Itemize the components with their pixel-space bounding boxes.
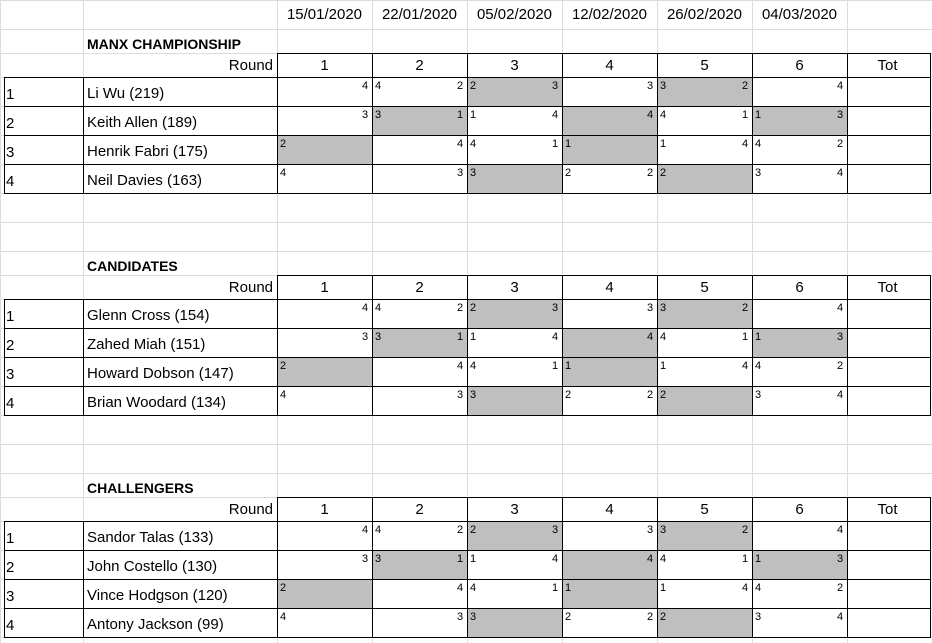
pairing-right-number: 4 — [457, 138, 464, 150]
gridline-horizontal — [0, 222, 932, 223]
table-border — [277, 53, 931, 54]
player-index[interactable]: 3 — [6, 144, 15, 161]
score-cell[interactable] — [562, 106, 657, 135]
score-cell[interactable] — [657, 135, 752, 164]
score-cell[interactable] — [562, 579, 657, 608]
total-cell[interactable] — [847, 521, 932, 550]
round-number[interactable]: 5 — [700, 501, 709, 518]
pairing-left-number: 2 — [280, 138, 287, 150]
pairing-left-number: 3 — [660, 524, 667, 536]
pairing-right-number: 4 — [362, 524, 369, 536]
table-border — [277, 275, 931, 276]
pairing-right-number: 3 — [457, 167, 464, 179]
score-cell[interactable] — [372, 386, 467, 415]
score-cell[interactable] — [372, 521, 467, 550]
round-number[interactable]: 2 — [415, 501, 424, 518]
pairing-left-number: 4 — [660, 109, 667, 121]
pairing-right-number: 4 — [362, 302, 369, 314]
player-index[interactable]: 3 — [6, 366, 15, 383]
table-border — [467, 53, 468, 194]
score-cell[interactable] — [657, 608, 752, 637]
pairing-left-number: 1 — [755, 109, 762, 121]
pairing-right-number: 4 — [837, 167, 844, 179]
round-number[interactable]: 4 — [605, 279, 614, 296]
player-name[interactable]: Antony Jackson (99) — [87, 616, 224, 633]
round-number[interactable]: 5 — [700, 57, 709, 74]
total-cell[interactable] — [847, 608, 932, 637]
score-cell[interactable] — [467, 164, 562, 193]
table-border — [467, 497, 468, 638]
score-cell[interactable] — [372, 550, 467, 579]
player-index[interactable]: 1 — [6, 86, 15, 103]
round-number[interactable]: 3 — [510, 57, 519, 74]
total-cell[interactable] — [847, 550, 932, 579]
table-border — [562, 53, 563, 194]
score-cell[interactable] — [752, 521, 847, 550]
pairing-right-number: 4 — [837, 389, 844, 401]
pairing-left-number: 3 — [660, 302, 667, 314]
pairing-left-number: 3 — [660, 80, 667, 92]
pairing-right-number: 1 — [742, 331, 749, 343]
pairing-left-number: 4 — [755, 582, 762, 594]
pairing-left-number: 1 — [565, 138, 572, 150]
score-cell[interactable] — [467, 135, 562, 164]
pairing-left-number: 1 — [660, 138, 667, 150]
score-cell[interactable] — [372, 608, 467, 637]
date-header[interactable]: 05/02/2020 — [476, 6, 553, 23]
total-cell[interactable] — [847, 386, 932, 415]
round-number[interactable]: 2 — [415, 57, 424, 74]
round-number[interactable]: 5 — [700, 279, 709, 296]
pairing-right-number: 3 — [552, 302, 559, 314]
player-index[interactable]: 3 — [6, 588, 15, 605]
round-number[interactable]: 4 — [605, 501, 614, 518]
pairing-right-number: 4 — [647, 109, 654, 121]
pairing-left-number: 1 — [755, 331, 762, 343]
score-cell[interactable] — [467, 357, 562, 386]
date-header[interactable]: 04/03/2020 — [761, 6, 838, 23]
pairing-right-number: 4 — [552, 109, 559, 121]
pairing-right-number: 1 — [552, 138, 559, 150]
pairing-left-number: 1 — [565, 360, 572, 372]
score-cell[interactable] — [562, 135, 657, 164]
score-cell[interactable] — [277, 608, 372, 637]
table-border — [847, 497, 848, 638]
table-border — [4, 521, 5, 638]
score-cell[interactable] — [467, 106, 562, 135]
player-name[interactable]: Glenn Cross (154) — [87, 307, 210, 324]
table-border — [562, 497, 563, 638]
score-cell[interactable] — [657, 386, 752, 415]
table-border — [847, 275, 848, 416]
pairing-left-number: 1 — [470, 331, 477, 343]
pairing-left-number: 4 — [280, 167, 287, 179]
score-cell[interactable] — [372, 106, 467, 135]
pairing-left-number: 4 — [375, 302, 382, 314]
round-label[interactable]: Round — [228, 57, 273, 74]
pairing-right-number: 4 — [457, 582, 464, 594]
pairing-right-number: 3 — [647, 302, 654, 314]
pairing-right-number: 4 — [552, 553, 559, 565]
pairing-left-number: 4 — [660, 553, 667, 565]
score-cell[interactable] — [372, 164, 467, 193]
score-cell[interactable] — [752, 328, 847, 357]
total-cell[interactable] — [847, 299, 932, 328]
pairing-left-number: 3 — [375, 331, 382, 343]
player-name[interactable]: Neil Davies (163) — [87, 172, 203, 189]
player-name[interactable]: Sandor Talas (133) — [87, 529, 214, 546]
player-name[interactable]: Howard Dobson (147) — [87, 365, 234, 382]
score-cell[interactable] — [562, 328, 657, 357]
pairing-left-number: 3 — [375, 553, 382, 565]
table-border — [752, 53, 753, 194]
total-cell[interactable] — [847, 579, 932, 608]
pairing-left-number: 4 — [375, 524, 382, 536]
round-label[interactable]: Round — [228, 279, 273, 296]
pairing-left-number: 3 — [755, 611, 762, 623]
section-title[interactable]: CHALLENGERS — [87, 480, 194, 496]
player-name[interactable]: Vince Hodgson (120) — [87, 587, 228, 604]
score-cell[interactable] — [657, 106, 752, 135]
pairing-left-number: 3 — [375, 109, 382, 121]
score-cell[interactable] — [467, 77, 562, 106]
pairing-right-number: 4 — [837, 302, 844, 314]
total-cell[interactable] — [847, 135, 932, 164]
score-cell[interactable] — [752, 550, 847, 579]
score-cell[interactable] — [372, 579, 467, 608]
date-header[interactable]: 12/02/2020 — [571, 6, 648, 23]
pairing-right-number: 4 — [742, 582, 749, 594]
player-name[interactable]: John Costello (130) — [87, 558, 218, 575]
total-cell[interactable] — [847, 357, 932, 386]
pairing-right-number: 2 — [837, 360, 844, 372]
pairing-right-number: 2 — [837, 582, 844, 594]
pairing-left-number: 4 — [755, 360, 762, 372]
score-cell[interactable] — [277, 579, 372, 608]
score-cell[interactable] — [752, 77, 847, 106]
table-border — [277, 53, 278, 194]
pairing-right-number: 4 — [837, 524, 844, 536]
section-title[interactable]: MANX CHAMPIONSHIP — [87, 36, 242, 52]
player-name[interactable]: Keith Allen (189) — [87, 114, 198, 131]
pairing-right-number: 4 — [457, 360, 464, 372]
score-cell[interactable] — [372, 299, 467, 328]
pairing-right-number: 3 — [457, 611, 464, 623]
table-border — [4, 299, 5, 416]
round-number[interactable]: 4 — [605, 57, 614, 74]
player-index[interactable]: 4 — [6, 617, 15, 634]
score-cell[interactable] — [657, 328, 752, 357]
score-cell[interactable] — [277, 299, 372, 328]
pairing-right-number: 2 — [457, 524, 464, 536]
player-name[interactable]: Brian Woodard (134) — [87, 394, 226, 411]
total-cell[interactable] — [847, 77, 932, 106]
pairing-right-number: 1 — [552, 360, 559, 372]
pairing-right-number: 1 — [552, 582, 559, 594]
score-cell[interactable] — [467, 550, 562, 579]
round-number[interactable]: 3 — [510, 279, 519, 296]
score-cell[interactable] — [562, 386, 657, 415]
score-cell[interactable] — [657, 579, 752, 608]
score-cell[interactable] — [657, 164, 752, 193]
pairing-left-number: 1 — [470, 109, 477, 121]
round-label[interactable]: Round — [228, 501, 273, 518]
table-border — [930, 53, 931, 194]
score-cell[interactable] — [372, 328, 467, 357]
table-border — [467, 275, 468, 416]
pairing-right-number: 4 — [742, 360, 749, 372]
pairing-right-number: 2 — [647, 167, 654, 179]
pairing-left-number: 3 — [755, 389, 762, 401]
score-cell[interactable] — [277, 328, 372, 357]
pairing-right-number: 3 — [647, 80, 654, 92]
table-border — [277, 497, 931, 498]
pairing-right-number: 1 — [457, 109, 464, 121]
score-cell[interactable] — [467, 608, 562, 637]
round-number[interactable]: 3 — [510, 501, 519, 518]
table-border — [562, 275, 563, 416]
score-cell[interactable] — [657, 357, 752, 386]
pairing-left-number: 3 — [470, 167, 477, 179]
table-border — [930, 275, 931, 416]
pairing-right-number: 3 — [362, 331, 369, 343]
score-cell[interactable] — [752, 579, 847, 608]
table-border — [752, 497, 753, 638]
section-title[interactable]: CANDIDATES — [87, 258, 178, 274]
table-border — [277, 497, 278, 638]
pairing-right-number: 4 — [552, 331, 559, 343]
round-number[interactable]: 6 — [795, 279, 804, 296]
pairing-right-number: 4 — [647, 553, 654, 565]
score-cell[interactable] — [467, 386, 562, 415]
pairing-right-number: 4 — [742, 138, 749, 150]
pairing-right-number: 3 — [457, 389, 464, 401]
pairing-right-number: 2 — [742, 524, 749, 536]
date-header[interactable]: 15/01/2020 — [286, 6, 363, 23]
pairing-right-number: 4 — [837, 80, 844, 92]
score-cell[interactable] — [372, 135, 467, 164]
table-border — [657, 53, 658, 194]
score-cell[interactable] — [467, 521, 562, 550]
pairing-left-number: 2 — [565, 611, 572, 623]
score-cell[interactable] — [277, 106, 372, 135]
pairing-right-number: 1 — [457, 553, 464, 565]
table-border — [372, 275, 373, 416]
score-cell[interactable] — [657, 521, 752, 550]
total-cell[interactable] — [847, 164, 932, 193]
round-number[interactable]: 2 — [415, 279, 424, 296]
pairing-left-number: 1 — [565, 582, 572, 594]
total-cell[interactable] — [847, 106, 932, 135]
score-cell[interactable] — [277, 77, 372, 106]
score-cell[interactable] — [657, 77, 752, 106]
player-index[interactable]: 1 — [6, 530, 15, 547]
score-cell[interactable] — [372, 77, 467, 106]
pairing-left-number: 4 — [470, 582, 477, 594]
pairing-left-number: 1 — [470, 553, 477, 565]
pairing-right-number: 3 — [552, 524, 559, 536]
score-cell[interactable] — [752, 299, 847, 328]
pairing-left-number: 4 — [660, 331, 667, 343]
date-header[interactable]: 22/01/2020 — [381, 6, 458, 23]
round-number[interactable]: 1 — [320, 501, 329, 518]
pairing-right-number: 3 — [647, 524, 654, 536]
pairing-left-number: 2 — [280, 582, 287, 594]
pairing-left-number: 2 — [470, 524, 477, 536]
score-cell[interactable] — [277, 357, 372, 386]
score-cell[interactable] — [657, 550, 752, 579]
pairing-left-number: 4 — [280, 389, 287, 401]
pairing-left-number: 2 — [470, 302, 477, 314]
score-cell[interactable] — [657, 299, 752, 328]
pairing-left-number: 2 — [565, 167, 572, 179]
round-number[interactable]: 1 — [320, 57, 329, 74]
round-number[interactable]: 6 — [795, 57, 804, 74]
pairing-left-number: 2 — [470, 80, 477, 92]
score-cell[interactable] — [752, 386, 847, 415]
gridline-vertical — [0, 0, 1, 643]
table-border — [930, 497, 931, 638]
total-header[interactable]: Tot — [877, 501, 898, 518]
player-index[interactable]: 2 — [6, 559, 15, 576]
table-border — [847, 53, 848, 194]
player-name[interactable]: Zahed Miah (151) — [87, 336, 206, 353]
pairing-right-number: 2 — [457, 302, 464, 314]
pairing-right-number: 1 — [742, 553, 749, 565]
table-border — [4, 77, 5, 194]
pairing-right-number: 3 — [837, 331, 844, 343]
table-border — [83, 521, 84, 638]
pairing-left-number: 2 — [660, 167, 667, 179]
pairing-right-number: 4 — [647, 331, 654, 343]
total-cell[interactable] — [847, 328, 932, 357]
pairing-right-number: 3 — [837, 109, 844, 121]
pairing-left-number: 2 — [660, 611, 667, 623]
score-cell[interactable] — [752, 164, 847, 193]
pairing-left-number: 4 — [755, 138, 762, 150]
pairing-right-number: 3 — [552, 80, 559, 92]
score-cell[interactable] — [277, 135, 372, 164]
score-cell[interactable] — [467, 579, 562, 608]
total-header[interactable]: Tot — [877, 57, 898, 74]
table-border — [372, 53, 373, 194]
score-cell[interactable] — [562, 550, 657, 579]
pairing-right-number: 4 — [362, 80, 369, 92]
pairing-left-number: 4 — [470, 360, 477, 372]
round-number[interactable]: 6 — [795, 501, 804, 518]
pairing-right-number: 2 — [647, 389, 654, 401]
table-border — [657, 497, 658, 638]
pairing-left-number: 2 — [660, 389, 667, 401]
pairing-right-number: 3 — [837, 553, 844, 565]
pairing-left-number: 3 — [470, 389, 477, 401]
table-border — [657, 275, 658, 416]
player-index[interactable]: 1 — [6, 308, 15, 325]
score-cell[interactable] — [467, 328, 562, 357]
pairing-right-number: 3 — [362, 553, 369, 565]
total-header[interactable]: Tot — [877, 279, 898, 296]
pairing-right-number: 2 — [837, 138, 844, 150]
score-cell[interactable] — [562, 77, 657, 106]
score-cell[interactable] — [277, 164, 372, 193]
score-cell[interactable] — [562, 357, 657, 386]
score-cell[interactable] — [562, 608, 657, 637]
table-border — [752, 275, 753, 416]
pairing-left-number: 1 — [660, 582, 667, 594]
player-name[interactable]: Li Wu (219) — [87, 85, 165, 102]
pairing-right-number: 4 — [837, 611, 844, 623]
pairing-right-number: 2 — [742, 80, 749, 92]
pairing-left-number: 4 — [375, 80, 382, 92]
table-border — [83, 299, 84, 416]
player-index[interactable]: 2 — [6, 337, 15, 354]
player-index[interactable]: 2 — [6, 115, 15, 132]
gridline-horizontal — [0, 444, 932, 445]
player-index[interactable]: 4 — [6, 173, 15, 190]
table-border — [372, 497, 373, 638]
score-cell[interactable] — [467, 299, 562, 328]
score-cell[interactable] — [752, 135, 847, 164]
score-cell[interactable] — [562, 521, 657, 550]
pairing-right-number: 2 — [647, 611, 654, 623]
date-header[interactable]: 26/02/2020 — [666, 6, 743, 23]
score-cell[interactable] — [752, 106, 847, 135]
score-cell[interactable] — [372, 357, 467, 386]
pairing-right-number: 3 — [362, 109, 369, 121]
round-number[interactable]: 1 — [320, 279, 329, 296]
player-name[interactable]: Henrik Fabri (175) — [87, 143, 208, 160]
pairing-left-number: 1 — [755, 553, 762, 565]
pairing-left-number: 2 — [280, 360, 287, 372]
score-cell[interactable] — [277, 386, 372, 415]
score-cell[interactable] — [562, 164, 657, 193]
pairing-left-number: 3 — [755, 167, 762, 179]
score-cell[interactable] — [277, 521, 372, 550]
pairing-left-number: 3 — [470, 611, 477, 623]
pairing-right-number: 2 — [457, 80, 464, 92]
score-cell[interactable] — [752, 608, 847, 637]
pairing-left-number: 2 — [565, 389, 572, 401]
table-border — [83, 77, 84, 194]
score-cell[interactable] — [277, 550, 372, 579]
pairing-right-number: 1 — [457, 331, 464, 343]
pairing-right-number: 1 — [742, 109, 749, 121]
player-index[interactable]: 4 — [6, 395, 15, 412]
pairing-left-number: 1 — [660, 360, 667, 372]
pairing-left-number: 4 — [470, 138, 477, 150]
score-cell[interactable] — [752, 357, 847, 386]
score-cell[interactable] — [562, 299, 657, 328]
pairing-left-number: 4 — [280, 611, 287, 623]
table-border — [277, 275, 278, 416]
pairing-right-number: 2 — [742, 302, 749, 314]
